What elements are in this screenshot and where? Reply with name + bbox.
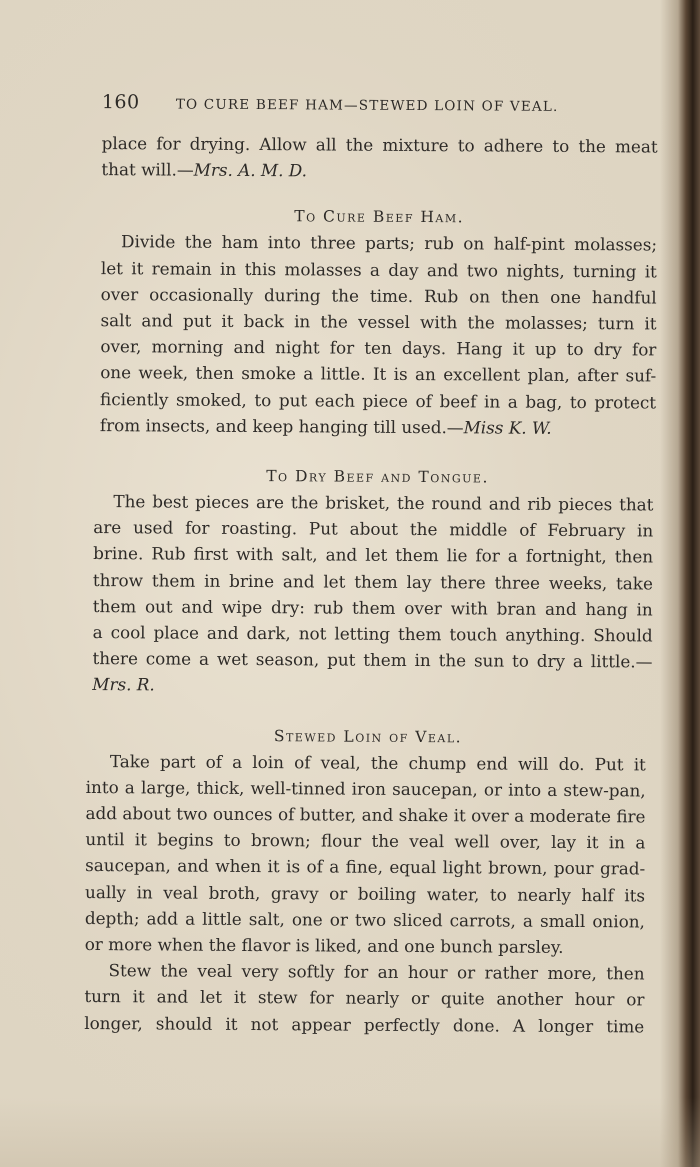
paragraph-line: let it remain in this molasses a day and two nights, turning it [100,257,657,282]
paragraph-line: into a large, thick, well-tinned iron saucepan, or into a stew-pan, [85,776,646,801]
paragraph-line: Divide the ham into three parts; rub on half-pint molasses; [120,231,658,255]
paragraph-line: there come a wet season, put them in the sun to dry a little.— [92,648,653,672]
paragraph-line: Take part of a loin of veal, the chump end will do. Put it [109,750,646,775]
paragraph-line: are used for roasting. Put about the middle of February in [93,517,654,541]
paragraph-line: saucepan, and when it is of a fine, equal light brown, pour grad- [85,855,646,879]
cure-beef-ham-attribution: Miss K. W. [463,417,552,438]
paragraph-line: throw them in brine and let them lay there three weeks, take [92,569,654,594]
running-head [102,82,656,121]
paragraph-line: ficiently smoked, to put each piece of beef in a bag, to protect [100,388,657,413]
intro-line-text: that will.— [101,159,194,180]
paragraph-line: over, morning and night for ten days. Hang it up to dry for [100,336,657,360]
paragraph-line: them out and wipe dry: rub them over with bran and hang in [92,595,653,620]
paragraph-line: brine. Rub first with salt, and let them lie for a fortnight, then [93,543,654,567]
section-heading-cure-beef-ham: To Cure Beef Ham. [294,207,465,227]
cure-beef-ham-paragraph [100,228,657,441]
paragraph-line: one week, then smoke a little. It is an excellent plan, after suf- [100,362,657,386]
page-number: 160 [101,91,140,114]
paragraph-line: ually in veal broth, gravy or boiling water, to nearly half its [84,881,646,906]
paragraph-line: a cool place and dark, not letting them touch anything. Should [92,622,653,646]
page-text-block [82,82,656,1039]
running-title: TO CURE BEEF HAM—STEWED LOIN OF VEAL. [175,96,559,115]
paragraph-line: salt and put it back in the vessel with the molasses; turn it [100,310,657,334]
paragraph-line: turn it and let it stew for nearly or quite another hour or [84,986,645,1010]
paragraph-line: Stew the veal very softly for an hour or rather more, then [108,960,645,984]
intro-paragraph [101,130,657,186]
page-edge-shadow [660,0,700,1167]
intro-attribution: Mrs. A. M. D. [193,159,308,181]
section-heading-stewed-loin-veal: Stewed Loin of Veal. [273,726,463,746]
intro-line [101,156,657,186]
dry-beef-tongue-paragraph [92,488,653,701]
paragraph-line: add about two ounces of butter, and shake it over a moderate fire [85,803,646,827]
paragraph-line: longer, should it not appear perfectly done. A longer time [84,1012,645,1037]
paragraph-line: over occasionally during the time. Rub on then one handful [100,283,657,308]
paragraph-line: until it begins to brown; flour the veal well over, lay it in a [85,829,646,853]
paragraph-line-text: from insects, and keep hanging till used.— [99,414,464,438]
stewed-loin-veal-paragraph-1 [85,748,646,961]
paragraph-line: The best pieces are the brisket, the round and rib pieces that [113,491,654,515]
dry-beef-tongue-attribution: Mrs. R. [92,674,155,695]
stewed-loin-veal-paragraph-2 [84,957,644,1039]
paragraph-line: depth; add a little salt, one or two sliced carrots, a small onion, [84,907,645,932]
page-bottom-shade [0,1097,700,1167]
paragraph-line [100,412,656,442]
section-heading-dry-beef-tongue: To Dry Beef and Tongue. [266,467,489,487]
intro-line: place for drying. Allow all the mixture to adhere to the meat [101,133,658,157]
paragraph-line: or more when the flavor is liked, and one bunch parsley. [84,934,564,957]
